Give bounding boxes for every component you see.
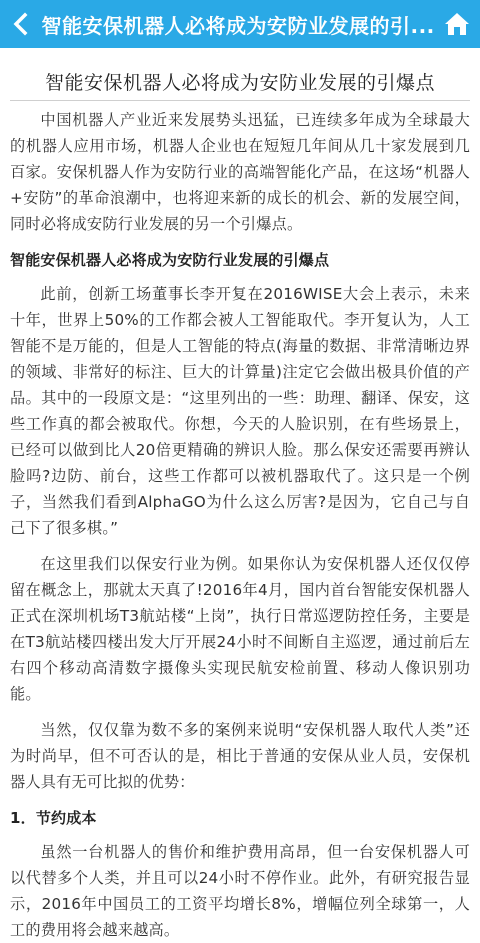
paragraph-advantages: 当然，仅仅靠为数不多的案例来说明“安保机器人取代人类”还为时尚早，但不可否认的是，相比于普通的安保从业人员，安保机器人具有无可比拟的优势：	[10, 721, 470, 791]
paragraph-example: 在这里我们以保安行业为例。如果你认为安保机器人还仅仅停留在概念上，那就太天真了!2016年4月，国内首台智能安保机器人正式在深圳机场T3航站楼“上岗”，执行日常巡逻防控任务，主要是在T3航站楼四楼出发大厅开展24小时不间断自主巡逻，通过前后左右四个移动高清数字摄像头实现民航安检前置、移动人像识别功能。	[10, 555, 470, 703]
section-heading: 智能安保机器人必将成为安防行业发展的引爆点	[10, 251, 330, 269]
back-button[interactable]	[0, 0, 41, 48]
article-body	[0, 101, 480, 943]
back-arrow-icon	[11, 12, 31, 36]
page-title: 智能安保机器人必将成为安防业发展的引...	[41, 13, 435, 38]
home-icon	[444, 12, 470, 36]
top-app-bar	[0, 0, 480, 48]
home-button[interactable]	[435, 0, 480, 48]
article-title: 智能安保机器人必将成为安防业发展的引爆点	[44, 72, 435, 94]
subsection-heading-cost: 1．节约成本	[10, 809, 97, 827]
article-content[interactable]	[0, 48, 480, 939]
paragraph-intro: 中国机器人产业近来发展势头迅猛，已连续多年成为全球最大的机器人应用市场，机器人企业也在短短几年间从几十家发展到几百家。安保机器人作为安防行业的高端智能化产品，在这场“机器人+安防”的革命浪潮中，也将迎来新的成长的机会、新的发展空间，同时必将成安防行业发展的另一个引爆点。	[10, 111, 470, 233]
paragraph-cost: 虽然一台机器人的售价和维护费用高昂，但一台安保机器人可以代替多个人类，并且可以24小时不停作业。此外，有研究报告显示，2016年中国员工的工资平均增长8%，增幅位列全球第一，人工的费用将会越来越高。	[10, 843, 470, 939]
paragraph-quote: 此前，创新工场董事长李开复在2016WISE大会上表示，未来十年，世界上50%的工作都会被人工智能取代。李开复认为，人工智能不是万能的，但是人工智能的特点(海量的数据、非常清晰边界的领域、非常好的标注、巨大的计算量)注定它会做出极具价值的产品。其中的一段原文是：“这里列出的一些：助理、翻译、保安，这些工作真的都会被取代。你想，今天的人脸识别，在有些场景上，已经可以做到比人20倍更精确的辨识人脸。那么保安还需要再辨认脸吗?边防、前台，这些工作都可以被机器取代了。这只是一个例子，当然我们看到AlphaGO为什么这么厉害?是因为，它自己与自己下了很多棋。”	[10, 285, 470, 537]
